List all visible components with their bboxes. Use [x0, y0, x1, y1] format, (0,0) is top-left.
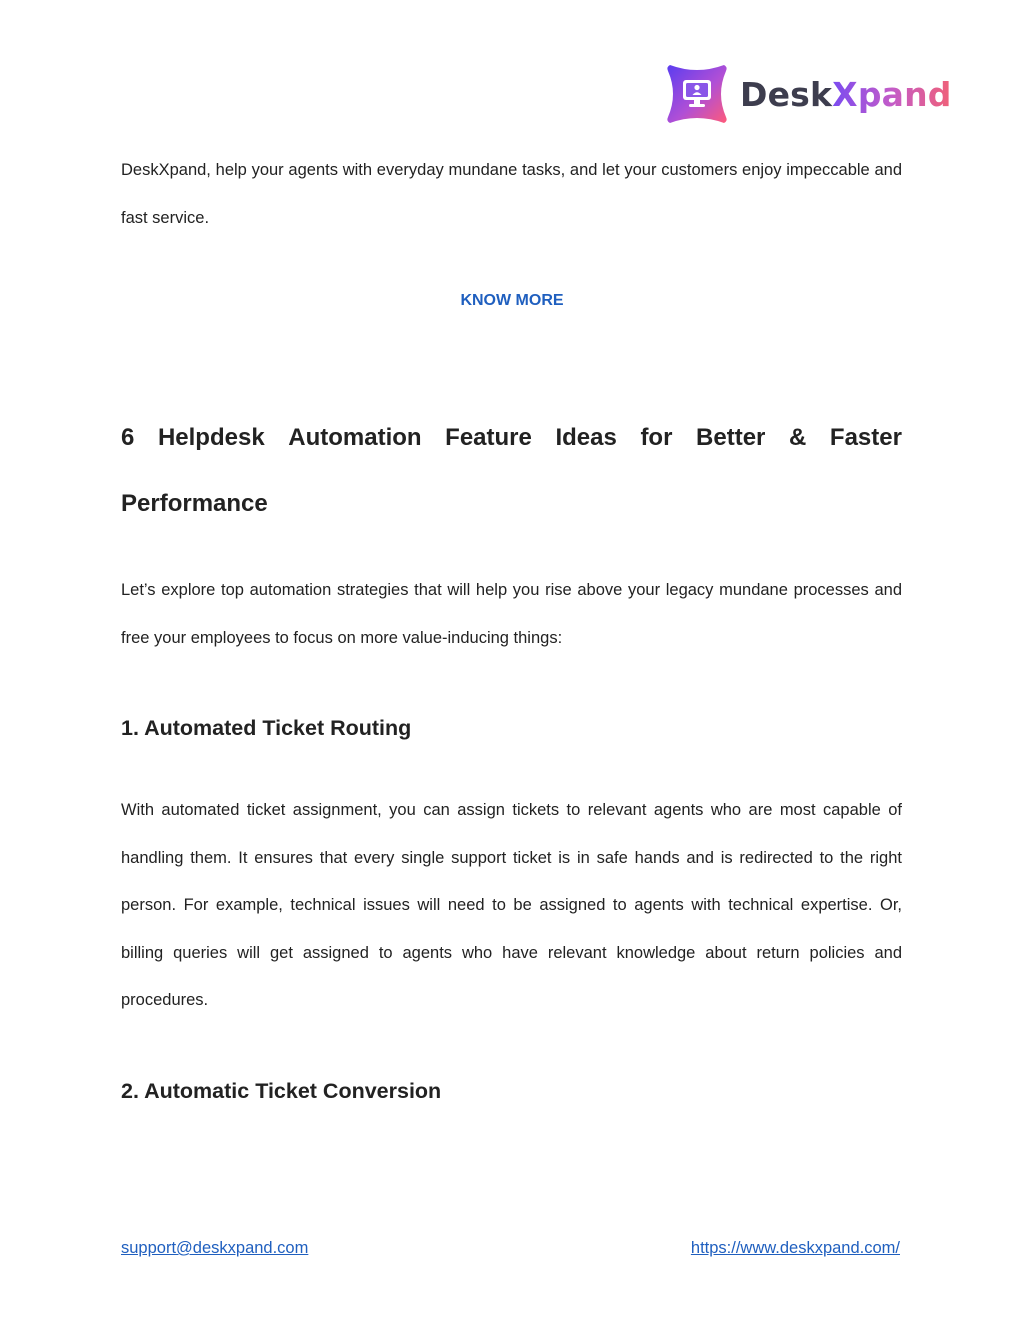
monitor-person-icon	[664, 61, 730, 127]
deskxpand-logo	[664, 60, 952, 128]
title-word: Faster	[829, 424, 902, 451]
know-more-link[interactable]: KNOW MORE	[460, 292, 564, 309]
title-word: Ideas	[555, 424, 617, 451]
article-title-line1	[121, 405, 902, 471]
article-title	[121, 405, 902, 537]
title-word: 6	[121, 424, 135, 451]
website-url-link[interactable]: https://www.deskxpand.com/	[690, 1239, 900, 1257]
section-heading-ticket-conversion: 2. Automatic Ticket Conversion	[121, 1079, 442, 1103]
support-email-link[interactable]: support@deskxpand.com	[121, 1239, 309, 1257]
ticket-routing-paragraph: With automated ticket assignment, you can assign tickets to relevant agents who are most capable of handling them. It ensures that every single support ticket is in safe hands and is redirected to the right person. For example, technical issues will need to be assigned to agents with technical expertise. Or, billing queries will get assigned to agents who have relevant knowledge about return policies and procedures.	[121, 801, 902, 1009]
logo-wordmark-part2: Xpand	[832, 74, 952, 114]
title-word: Feature	[445, 424, 532, 451]
section-heading-ticket-routing: 1. Automated Ticket Routing	[121, 716, 412, 740]
title-word: &	[788, 424, 807, 451]
article-title-line2: Performance	[121, 490, 268, 517]
intro-paragraph: DeskXpand, help your agents with everyday mundane tasks, and let your customers enjoy impeccable and fast service.	[121, 161, 902, 227]
title-word: Automation	[288, 424, 422, 451]
title-word: Helpdesk	[157, 424, 265, 451]
explore-paragraph: Let’s explore top automation strategies that will help you rise above your legacy mundane processes and free your employees to focus on more value-inducing things:	[121, 581, 902, 647]
logo-wordmark	[740, 74, 952, 114]
title-word: for	[640, 424, 673, 451]
title-word: Better	[696, 424, 766, 451]
logo-wordmark-part1: Desk	[740, 74, 833, 114]
